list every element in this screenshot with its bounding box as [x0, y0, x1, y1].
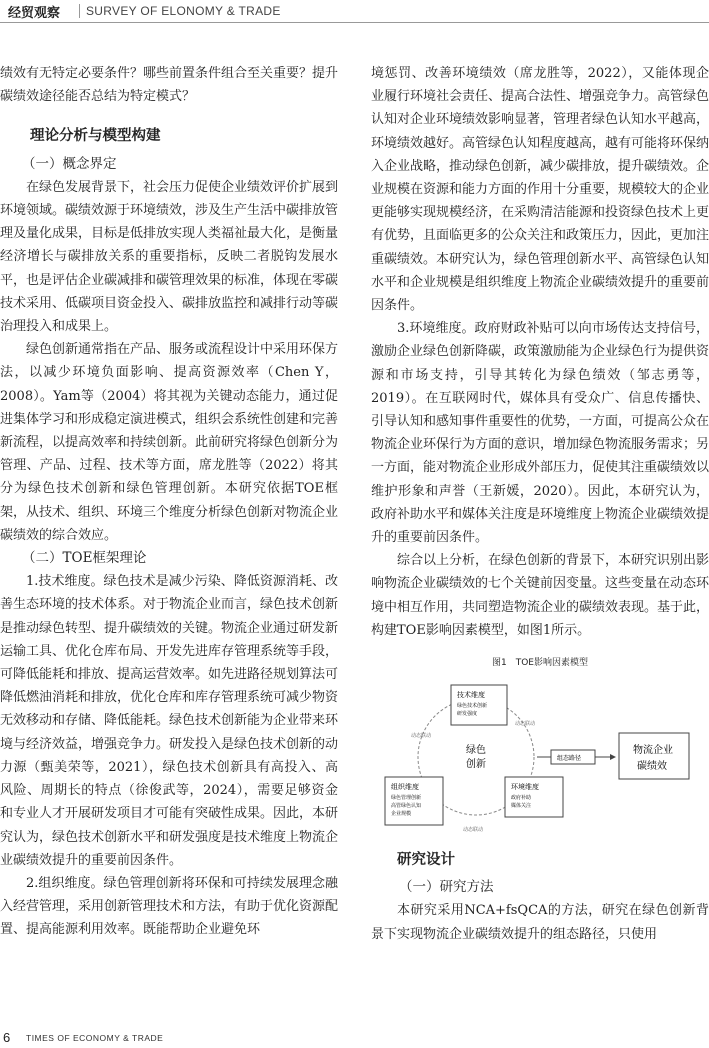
paragraph: 本研究采用NCA+fsQCA的方法，研究在绿色创新背景下实现物流企业碳绩效提升的组态路径，只使用 [371, 903, 709, 942]
subsection-heading: （二）TOE框架理论 [22, 550, 147, 567]
figure-toe-model [371, 652, 709, 832]
journal-brand: 经贸观察 [8, 6, 61, 21]
tech-item: 研发强度 [457, 711, 478, 718]
arrow-label: 组态路径 [557, 755, 582, 763]
env-title: 环境维度 [511, 783, 539, 792]
journal-subtitle: SURVEY OF ELONOMY & TRADE [86, 4, 281, 18]
subsection-heading: （一）概念界定 [22, 155, 117, 172]
section-heading: 理论分析与模型构建 [30, 128, 161, 145]
header-divider [79, 4, 80, 18]
subsection-heading: （一）研究方法 [399, 879, 494, 896]
env-item: 政府补助 [511, 795, 532, 802]
paragraph: 在绿色发展背景下，社会压力促使企业绩效评价扩展到环境领域。碳绩效源于环境绩效，涉及生产生活中碳排放管理及量化成果，目标是低排放实现人类福祉最大化，是衡量经济增长与碳排放关系的重要指标，反映二者脱钩发展水平，也是评估企业碳减排和碳管理效果的标准，体现在零碳技术采用、低碳项目资金投入、碳排放监控和减排行动等碳治理投入和成果上。 [0, 179, 339, 335]
center-label: 绿色 [466, 745, 486, 757]
page-footer [0, 1028, 709, 1048]
tech-title: 技术维度 [457, 691, 485, 700]
org-item: 高管绿色认知 [391, 803, 422, 810]
toe-diagram [371, 675, 709, 839]
paragraph: 综合以上分析，在绿色创新的背景下，本研究识别出影响物流企业碳绩效的七个关键前因变量。这些变量在动态环境中相互作用，共同塑造物流企业的碳绩效表现。基于此，构建TOE影响因素模型，如图1所示。 [371, 553, 709, 638]
center-label: 创新 [466, 759, 486, 771]
section-heading: 研究设计 [397, 852, 455, 869]
link-label: 动态联动 [515, 721, 536, 728]
org-item: 绿色管理创新 [391, 795, 422, 802]
right-column [371, 62, 709, 946]
figure-caption: 图1 TOE影响因素模型 [492, 658, 588, 669]
result-box [619, 733, 689, 779]
link-label: 动态联动 [411, 733, 432, 740]
link-label: 动态联动 [463, 827, 484, 834]
paragraph: 2.组织维度。绿色管理创新将环保和可持续发展理念融入经营管理，采用创新管理技术和方法，有助于优化资源配置、提高能源利用效率。既能帮助企业避免环 [0, 875, 339, 938]
footer-title: TIMES OF ECONOMY & TRADE [26, 1033, 164, 1043]
page-header [0, 0, 709, 23]
org-item: 企业规模 [391, 811, 412, 818]
page-number: 6 [3, 1030, 11, 1045]
paragraph: 境惩罚、改善环境绩效（席龙胜等，2022），又能体现企业履行环境社会责任、提高合法性、增强竞争力。高管绿色认知对企业环境绩效影响显著，管理者绿色认知水平越高，环境绩效越好。高管绿色认知程度越高，越有可能将环保纳入企业战略，推动绿色创新，减少碳排放，提升碳绩效。企业规模在资源和能力方面的作用十分重要，规模较大的企业更能够实现规模经济，在采购清洁能源和投资绿色技术上更有优势，且面临更多的公众关注和政策压力，因此，更加注重碳绩效。本研究认为，绿色管理创新水平、高管绿色认知水平和企业规模是组织维度上物流企业碳绩效提升的重要前因条件。 [371, 66, 709, 314]
left-column [0, 62, 338, 942]
tech-item: 绿色技术创新 [457, 703, 488, 710]
env-item: 媒体关注 [511, 803, 532, 810]
result-label: 碳绩效 [637, 761, 667, 773]
paragraph: 绿色创新通常指在产品、服务或流程设计中采用环保方法，以减少环境负面影响、提高资源效率（Chen Y，2008）。Yam等（2004）将其视为关键动态能力，通过促进集体学习和形成稳定演进模式，组织会系统性创建和完善新流程，以提高效率和持续创新。此前研究将绿色创新分为管理、产品、过程、技术等方面，席龙胜等（2022）将其分为绿色技术创新和绿色管理创新。本研究依据TOE框架，从技术、组织、环境三个维度分析绿色创新对物流企业碳绩效的综合效应。 [0, 342, 339, 543]
paragraph: 3.环境维度。政府财政补贴可以向市场传达支持信号，激励企业绿色创新降碳，政策激励能为企业绿色行为提供资源和市场支持，引导其转化为绿色绩效（邹志勇等，2019）。在互联网时代，媒体具有受众广、信息传播快、引导认知和感知事件重要性的优势，一方面，可提高公众在物流企业环保行为方面的意识，增加绿色物流服务需求；另一方面，能对物流企业形成外部压力，促使其注重碳绩效以维护形象和声誉（王新媛，2020）。因此，本研究认为，政府补助水平和媒体关注度是环境维度上物流企业碳绩效提升的重要前因条件。 [371, 321, 709, 546]
paragraph: 绩效有无特定必要条件？哪些前置条件组合至关重要？提升碳绩效途径能否总结为特定模式？ [0, 66, 339, 105]
paragraph: 1.技术维度。绿色技术是减少污染、降低资源消耗、改善生态环境的技术体系。对于物流企业而言，绿色技术创新是推动绿色转型、提升碳绩效的关键。物流企业通过研发新运输工具、优化仓库布局、开发先进库存管理系统等手段，可降低能耗和排放、提高运营效率。如先进路径规划算法可降低燃油消耗和排放，优化仓库和库存管理系统可减少物资无效移动和存储、降低能耗。绿色技术创新能为企业带来环境与经济效益，增强竞争力。研发投入是绿色技术创新的动力源（甄美荣等，2021），绿色技术创新具有高投入、高风险、周期长的特点（徐俊武等，2024），需要足够资金和专业人才开展研发项目才可能有突破性成果。因此，本研究认为，绿色技术创新水平和研发强度是技术维度上物流企业碳绩效提升的重要前因条件。 [0, 574, 339, 868]
org-title: 组织维度 [391, 783, 419, 792]
result-label: 物流企业 [633, 745, 673, 757]
